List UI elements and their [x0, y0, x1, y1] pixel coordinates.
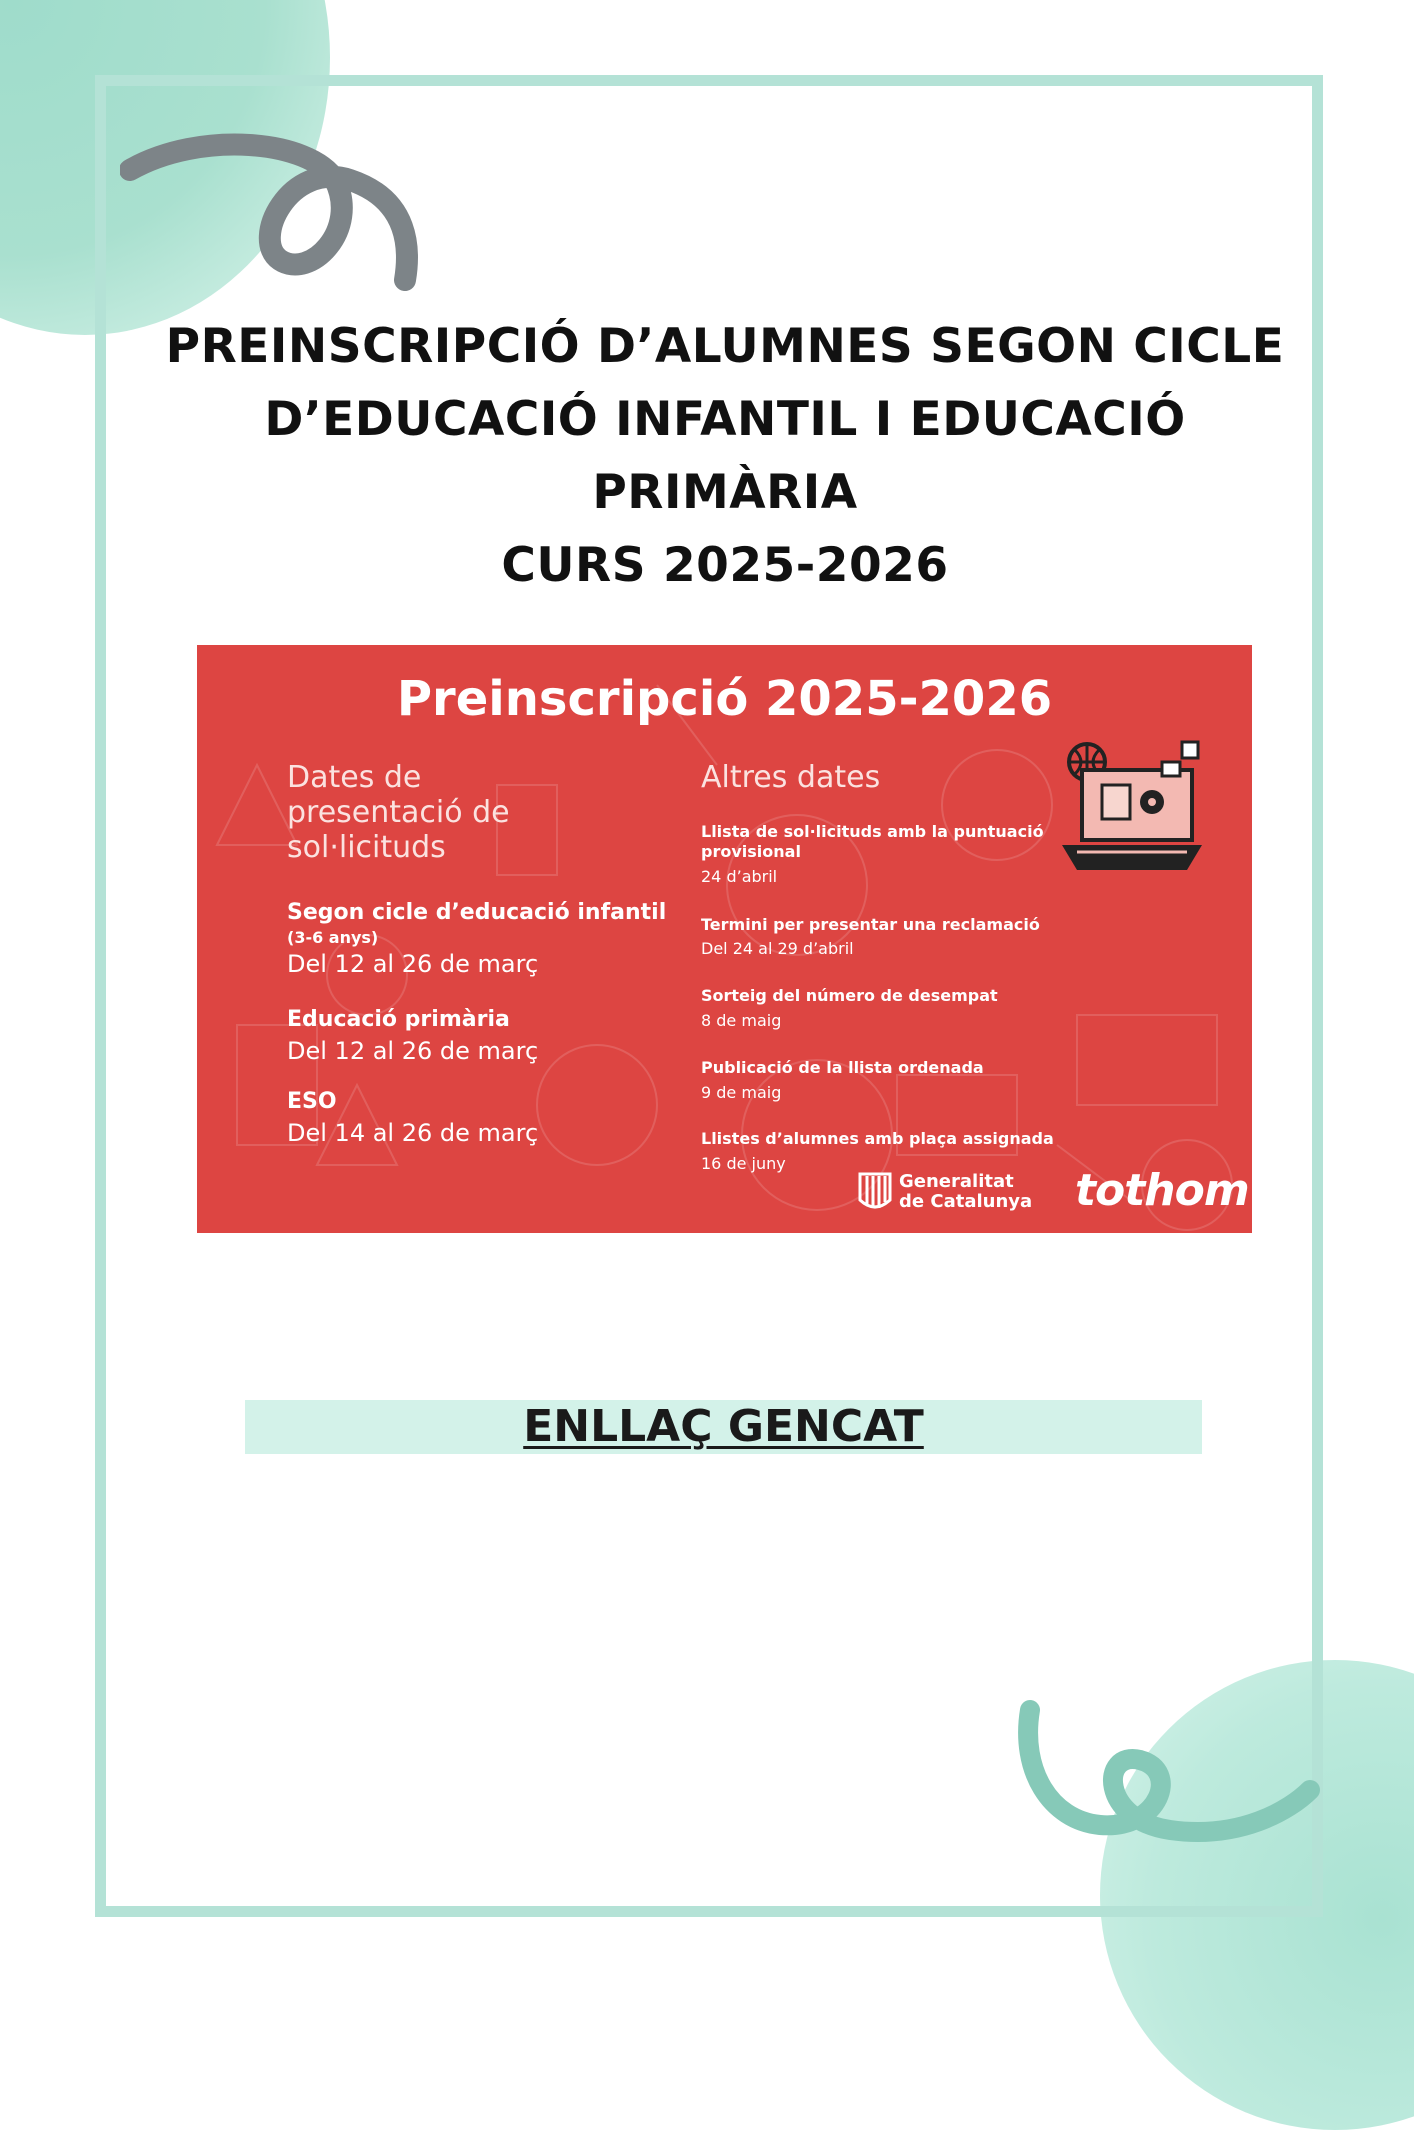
left-item-label: Segon cicle d’educació infantil [287, 900, 667, 925]
squiggle-decoration-bottom-right [1010, 1690, 1340, 1860]
right-item-label: Publicació de la llista ordenada [701, 1058, 984, 1077]
gencat-link[interactable]: ENLLAÇ GENCAT [523, 1401, 924, 1452]
poster-title: Preinscripció 2025-2026 [396, 671, 1053, 727]
left-item-note: (3-6 anys) [287, 928, 379, 947]
right-column-heading: Altres dates [701, 760, 881, 795]
right-item-label: Sorteig del número de desempat [701, 986, 998, 1005]
left-column-heading [287, 760, 510, 865]
right-item-date: 9 de maig [701, 1083, 782, 1102]
heading-line: presentació de [287, 795, 510, 830]
left-item-date: Del 12 al 26 de març [287, 1037, 539, 1065]
logo-line: de Catalunya [899, 1191, 1033, 1212]
title-line: D’EDUCACIÓ INFANTIL I EDUCACIÓ [264, 392, 1186, 447]
heading-line: sol·licituds [287, 830, 446, 865]
right-item-label [701, 822, 1044, 862]
right-item-label: Termini per presentar una reclamació [701, 915, 1040, 934]
title-line: PRIMÀRIA [592, 465, 858, 520]
left-item-label: Educació primària [287, 1007, 510, 1032]
left-item-date: Del 14 al 26 de març [287, 1119, 539, 1147]
heading-line: Dates de [287, 760, 422, 795]
logo-line: Generalitat [899, 1171, 1014, 1192]
laptop-settings-icon [1057, 740, 1207, 880]
right-item-label: Llistes d’alumnes amb plaça assignada [701, 1129, 1054, 1148]
tothom-logo: tothom [1075, 1165, 1249, 1216]
document-title [150, 310, 1300, 602]
title-line: CURS 2025-2026 [501, 538, 949, 593]
preinscription-poster [197, 645, 1252, 1233]
squiggle-decoration-top-left [120, 120, 440, 300]
right-item-label-line: provisional [701, 842, 801, 861]
right-item-date: Del 24 al 29 d’abril [701, 939, 854, 958]
left-item-date: Del 12 al 26 de març [287, 950, 539, 978]
right-item-date: 8 de maig [701, 1011, 782, 1030]
generalitat-logo-icon [857, 1170, 893, 1212]
right-item-label-line: Llista de sol·licituds amb la puntuació [701, 822, 1044, 841]
title-line: PREINSCRIPCIÓ D’ALUMNES SEGON CICLE [165, 319, 1285, 374]
link-bar [245, 1400, 1202, 1454]
left-item-label: ESO [287, 1089, 337, 1114]
right-item-date: 16 de juny [701, 1154, 786, 1173]
generalitat-logo-text [899, 1172, 1032, 1212]
right-item-date: 24 d’abril [701, 867, 778, 886]
